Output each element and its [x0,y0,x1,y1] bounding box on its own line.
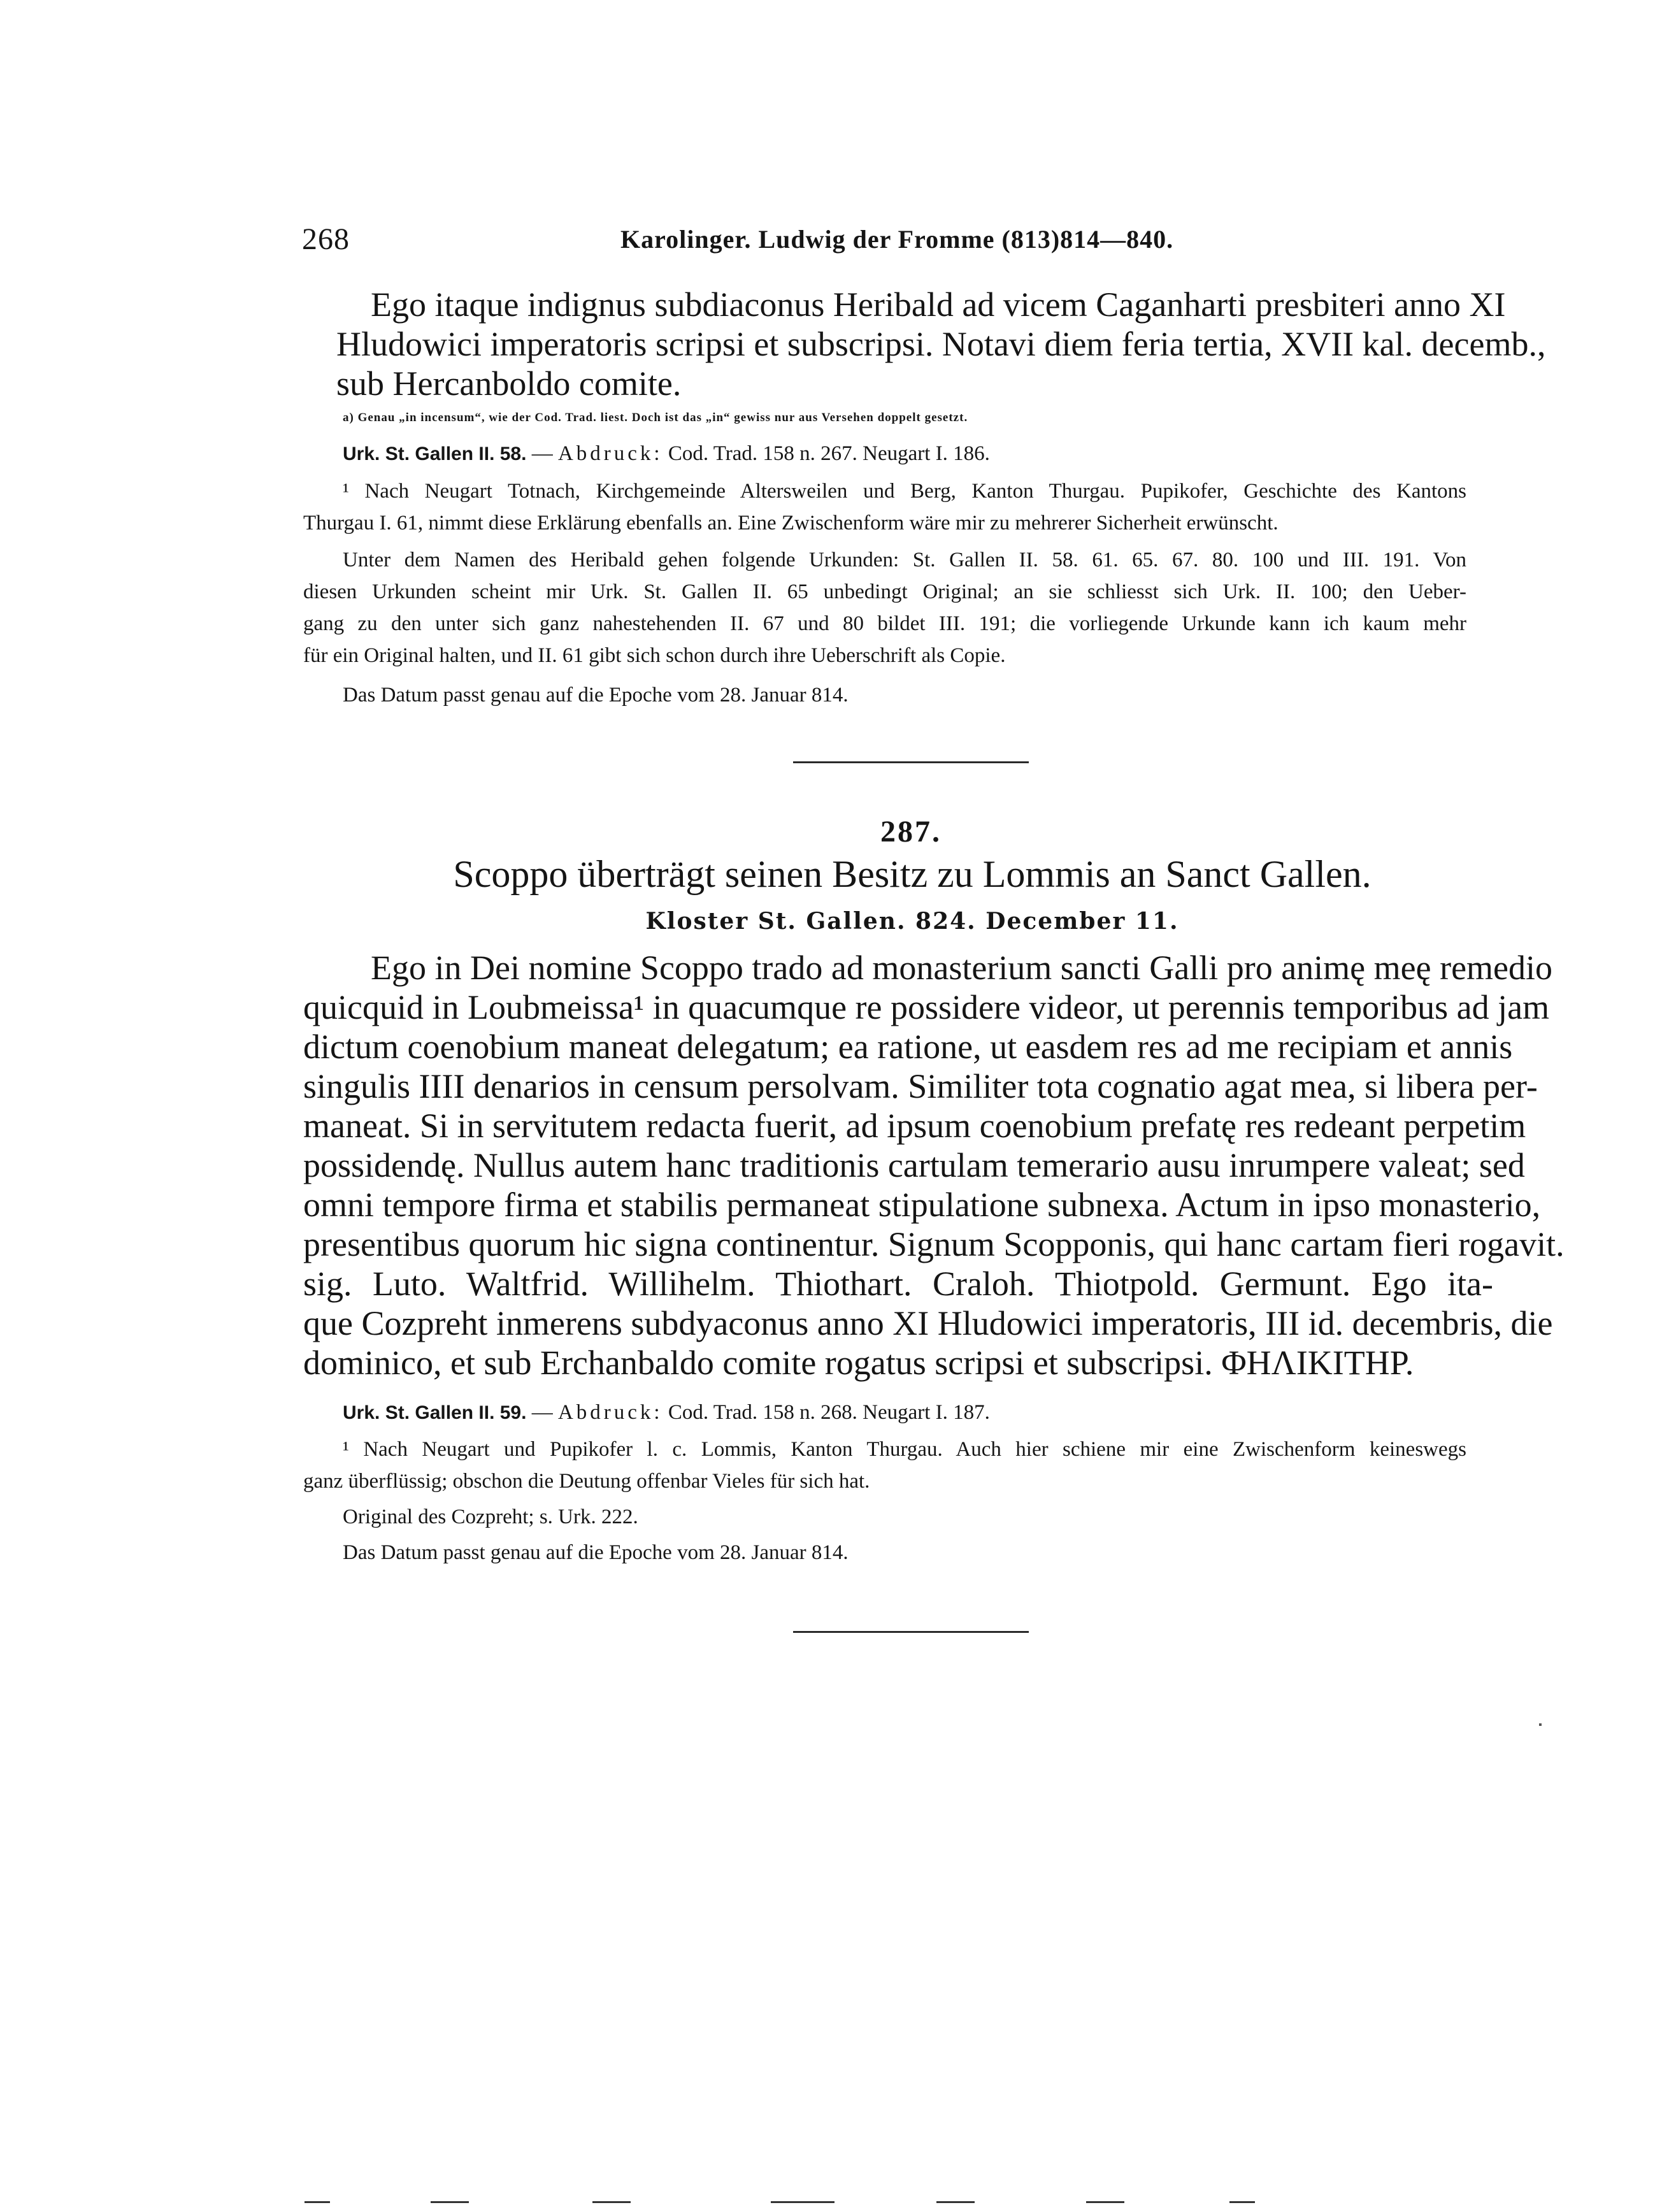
commentary-line: für ein Original halten, und II. 61 gibt sich schon durch ihre Ueberschrift als Copie. [303,644,1006,667]
scan-edge-mark [1086,2201,1124,2203]
date-note-text: Das Datum passt genau auf die Epoche vom 28. Januar 814. [343,1541,849,1564]
source-line [343,1396,990,1430]
prev-charter-text [336,285,1546,403]
footnote-line: ¹ Nach Neugart Totnach, Kirchgemeinde Altersweilen und Berg, Kanton Thurgau. Pupikofer, Geschichte des Kantons [343,480,1466,503]
text-line: Ego itaque indignus subdiaconus Heribald ad vicem Caganharti presbiteri anno XI [371,285,1506,324]
text-line: Hludowici imperatoris scripsi et subscripsi. Notavi diem feria tertia, XVII kal. decemb., [336,325,1546,363]
date-note [343,679,1235,711]
source-rest: Cod. Trad. 158 n. 268. Neugart I. 187. [668,1401,990,1424]
source-rest: Cod. Trad. 158 n. 267. Neugart I. 186. [668,442,990,465]
charter-heading: Scoppo überträgt seinen Besitz zu Lommis an Sanct Gallen. [453,853,1372,895]
commentary [303,544,1466,672]
section-divider [793,761,1029,763]
abdruck-label: Abdruck: [557,442,663,465]
footnote-line: ganz überflüssig; obschon die Deutung offenbar Vieles für sich hat. [303,1470,870,1493]
text-line: sig. Luto. Waltfrid. Willihelm. Thiothart. Craloh. Thiotpold. Germunt. Ego ita- [303,1265,1493,1303]
scan-edge-mark [771,2201,834,2203]
scan-edge-mark [592,2201,631,2203]
text-line: quicquid in Loubmeissa¹ in quacumque re possidere videor, ut perennis temporibus ad jam [303,988,1550,1026]
source-label: Urk. St. Gallen II. 58. [343,443,527,464]
charter-place-date: Kloster St. Gallen. 824. December 11. [645,908,1179,935]
footnote-line: Thurgau I. 61, nimmt diese Erklärung ebenfalls an. Eine Zwischenform wäre mir zu mehrerer Sicherheit erwünscht. [303,512,1278,535]
footnote [303,475,1466,539]
commentary-line: gang zu den unter sich ganz nahestehenden II. 67 und 80 bildet III. 191; die vorliegende Urkunde kann ich kaum mehr [303,612,1466,635]
text-line: possidendę. Nullus autem hanc traditionis cartulam temerario ausu inrumpere valeat; sed [303,1146,1525,1184]
scan-edge-mark [936,2201,975,2203]
scan-edge-mark [431,2201,469,2203]
text-line: singulis IIII denarios in censum persolvam. Similiter tota cognatio agat mea, si libera per- [303,1067,1538,1105]
section-divider [793,1631,1029,1633]
original-note-text: Original des Cozpreht; s. Urk. 222. [343,1505,638,1528]
source-line [343,437,990,471]
commentary-line: diesen Urkunden scheint mir Urk. St. Gallen II. 65 unbedingt Original; an sie schliesst sich Urk. II. 100; den Ueber- [303,580,1466,603]
text-line: dominico, et sub Erchanbaldo comite rogatus scripsi et subscripsi. ΦΗΛΙΚΙΤΗΡ. [303,1344,1414,1382]
text-line: sub Hercanboldo comite. [336,364,682,403]
text-line: dictum coenobium maneat delegatum; ea ratione, ut easdem res ad me recipiam et annis [303,1028,1513,1066]
charter-text [303,948,1565,1382]
original-note [343,1501,1235,1533]
footnote-line: ¹ Nach Neugart und Pupikofer l. c. Lommis, Kanton Thurgau. Auch hier schiene mir eine Zwischenform keineswegs [343,1438,1466,1461]
commentary-line: Unter dem Namen des Heribald gehen folgende Urkunden: St. Gallen II. 58. 61. 65. 67. 80. 100 und III. 191. Von [343,549,1466,571]
running-head [302,217,1207,268]
scan-edge-mark [304,2201,330,2203]
running-title: Karolinger. Ludwig der Fromme (813)814—840. [620,225,1174,254]
textual-note: a) Genau „in incensum“, wie der Cod. Trad. liest. Doch ist das „in“ gewiss nur aus Versehen doppelt gesetzt. [343,411,968,424]
source-dash: — [531,1401,553,1424]
footnote [303,1433,1466,1497]
scan-edge-mark [1229,2201,1255,2203]
source-label: Urk. St. Gallen II. 59. [343,1402,527,1423]
text-line: presentibus quorum hic signa continentur. Signum Scopponis, qui hanc cartam fieri rogavit. [303,1225,1565,1263]
text-line: omni tempore firma et stabilis permaneat stipulatione subnexa. Actum in ipso monasterio, [303,1186,1541,1224]
date-note-text: Das Datum passt genau auf die Epoche vom 28. Januar 814. [343,684,849,707]
text-line: que Cozpreht inmerens subdyaconus anno XI Hludowici imperatoris, III id. decembris, die [303,1304,1553,1342]
source-dash: — [531,442,553,465]
page-number: 268 [302,222,350,256]
text-line: maneat. Si in servitutem redacta fuerit, ad ipsum coenobium prefatę res redeant perpetim [303,1107,1526,1145]
charter-number: 287. [880,815,942,849]
date-note [343,1537,1235,1569]
text-line: Ego in Dei nomine Scoppo trado ad monasterium sancti Galli pro animę meę remedio [371,949,1553,987]
scan-speck [1539,1723,1542,1726]
abdruck-label: Abdruck: [557,1401,663,1424]
